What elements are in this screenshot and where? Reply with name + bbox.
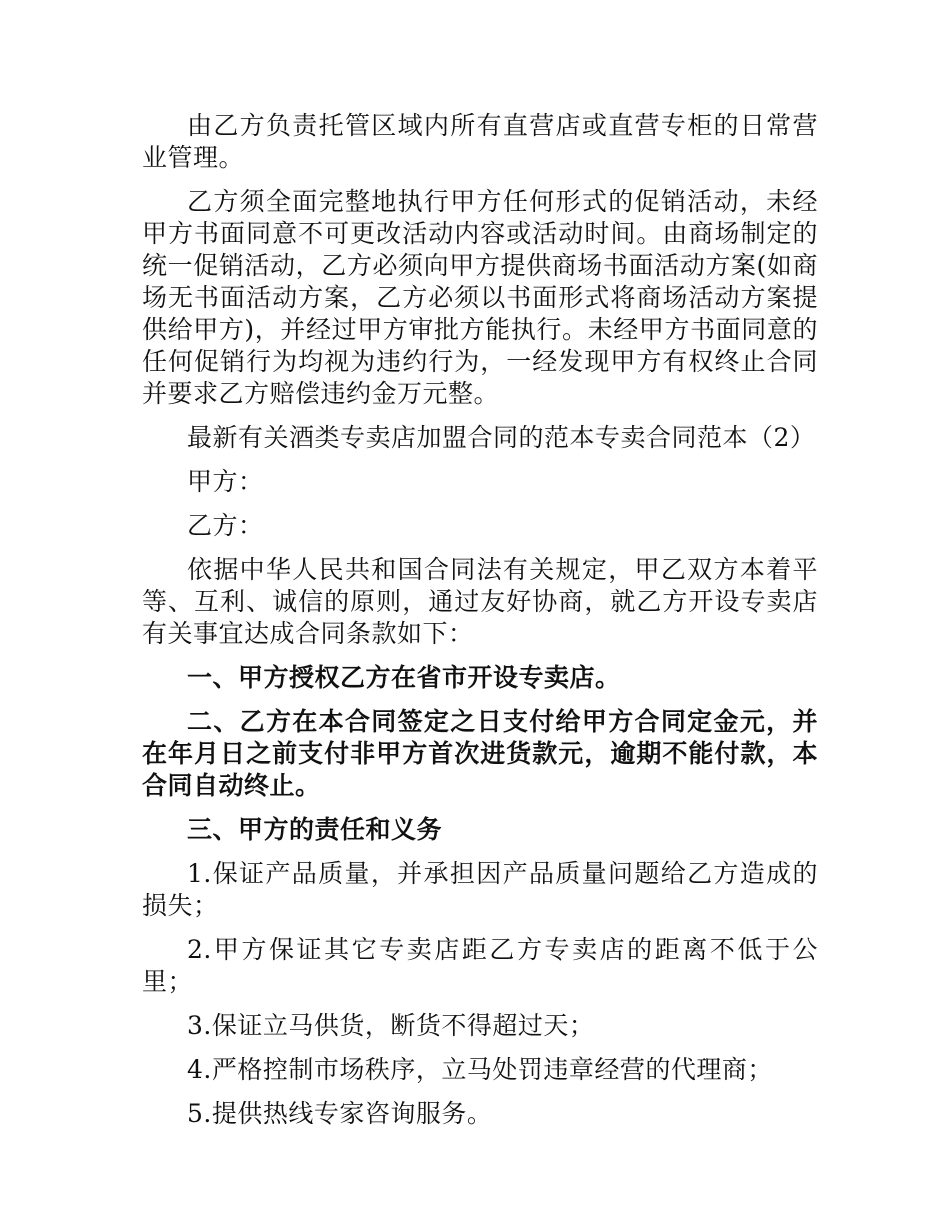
paragraph-management: 由乙方负责托管区域内所有直营店或直营专柜的日常营业管理。 bbox=[142, 111, 818, 172]
party-a-label: 甲方： bbox=[187, 467, 264, 496]
list-item-5: 5.提供热线专家咨询服务。 bbox=[187, 1099, 493, 1128]
list-item-4: 4.严格控制市场秩序，立马处罚违章经营的代理商； bbox=[187, 1055, 773, 1084]
clause-1: 一、甲方授权乙方在省市开设专卖店。 bbox=[187, 663, 621, 692]
party-b-label: 乙方： bbox=[187, 511, 264, 540]
list-item-1: 1.保证产品质量，并承担因产品质量问题给乙方造成的损失； bbox=[142, 859, 818, 920]
list-item-2: 2.甲方保证其它专卖店距乙方专卖店的距离不低于公里； bbox=[142, 935, 818, 996]
clause-2: 二、乙方在本合同签定之日支付给甲方合同定金元，并在年月日之前支付非甲方首次进货款元，逾期不能付款，本合同自动终止。 bbox=[142, 707, 818, 800]
paragraph-intro: 依据中华人民共和国合同法有关规定，甲乙双方本着平等、互利、诚信的原则，通过友好协商，就乙方开设专卖店有关事宜达成合同条款如下： bbox=[142, 555, 818, 648]
contract-title: 最新有关酒类专卖店加盟合同的范本专卖合同范本（2） bbox=[187, 423, 816, 452]
paragraph-promotion: 乙方须全面完整地执行甲方任何形式的促销活动，未经甲方书面同意不可更改活动内容或活动时间。由商场制定的统一促销活动，乙方必须向甲方提供商场书面活动方案(如商场无书面活动方案，乙方必须以书面形式将商场活动方案提供给甲方)，并经过甲方审批方能执行。未经甲方书面同意的任何促销行为均视为违约行为，一经发现甲方有权终止合同并要求乙方赔偿违约金万元整。 bbox=[142, 187, 818, 408]
list-item-3: 3.保证立马供货，断货不得超过天； bbox=[187, 1011, 595, 1040]
clause-3-heading: 三、甲方的责任和义务 bbox=[187, 815, 443, 844]
